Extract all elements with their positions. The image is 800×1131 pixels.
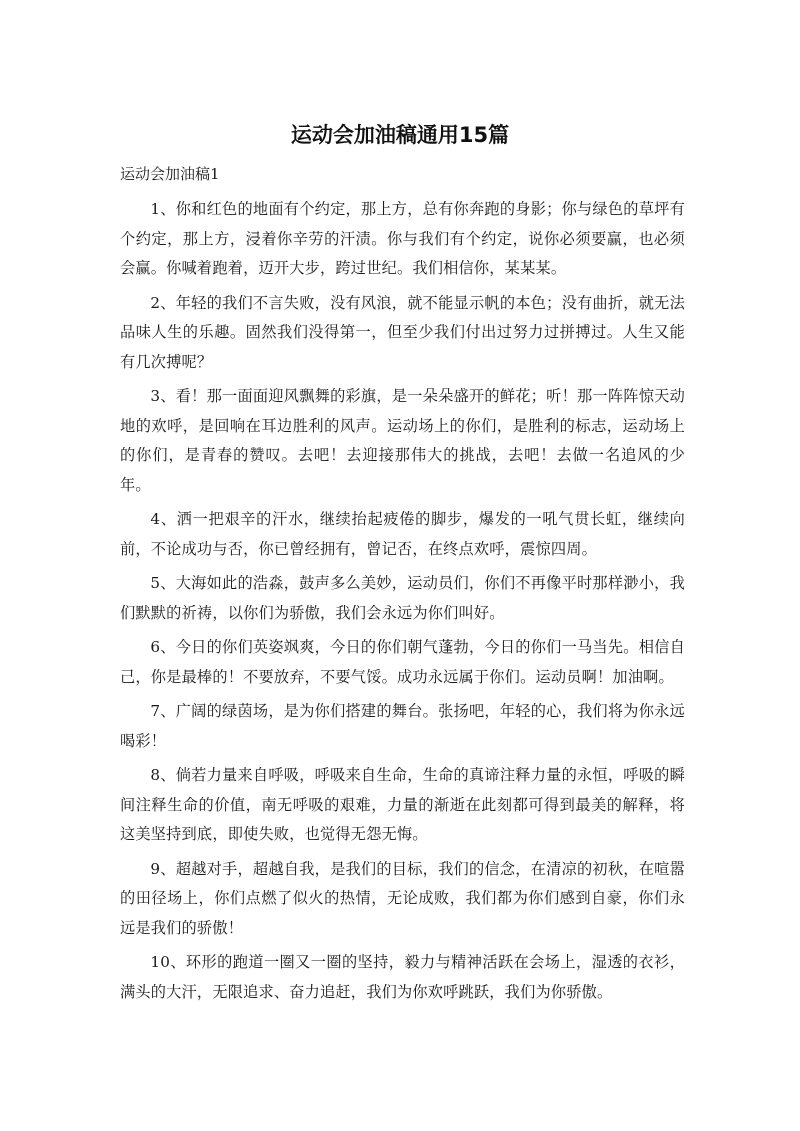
paragraph: 9、超越对手，超越自我，是我们的目标，我们的信念，在清凉的初秋，在喧嚣的田径场上，你们点燃了似火的热情，无论成败，我们都为你们感到自豪，你们永远是我们的骄傲！: [120, 859, 685, 937]
paragraph: 1、你和红色的地面有个约定，那上方，总有你奔跑的身影；你与绿色的草坪有个约定，那上方，浸着你辛劳的汗渍。你与我们有个约定，说你必须要赢，也必须会赢。你喊着跑着，迈开大步，跨过世纪。我们相信你，某某某。: [120, 200, 685, 277]
paragraph: 4、洒一把艰辛的汗水，继续抬起疲倦的脚步，爆发的一吼气贯长虹，继续向前，不论成功与否，你已曾经拥有，曾记否，在终点欢呼，震惊四周。: [120, 510, 685, 558]
paragraph: 5、大海如此的浩淼，鼓声多么美妙，运动员们，你们不再像平时那样渺小，我们默默的祈祷，以你们为骄傲，我们会永远为你们叫好。: [120, 574, 685, 622]
paragraph: 8、倘若力量来自呼吸，呼吸来自生命，生命的真谛注释力量的永恒，呼吸的瞬间注释生命的价值，南无呼吸的艰难，力量的渐逝在此刻都可得到最美的解释，将这美坚持到底，即使失败，也觉得无怨无悔。: [120, 766, 685, 843]
section-heading: 运动会加油稿1: [120, 165, 220, 183]
paragraph: 2、年轻的我们不言失败，没有风浪，就不能显示帆的本色；没有曲折，就无法品味人生的乐趣。固然我们没得第一，但至少我们付出过努力过拼搏过。人生又能有几次搏呢？: [120, 293, 685, 371]
document-body: [120, 195, 685, 1012]
paragraph: 3、看！那一面面迎风飘舞的彩旗，是一朵朵盛开的鲜花；听！那一阵阵惊天动地的欢呼，是回响在耳边胜利的风声。运动场上的你们，是胜利的标志，运动场上的你们，是青春的赞叹。去吧！去迎接那伟大的挑战，去吧！去做一名追风的少年。: [120, 387, 685, 494]
paragraph: 10、环形的跑道一圈又一圈的坚持，毅力与精神活跃在会场上，湿透的衣衫，满头的大汗，无限追求、奋力追赶，我们为你欢呼跳跃，我们为你骄傲。: [120, 953, 685, 1001]
paragraph: 7、广阔的绿茵场，是为你们搭建的舞台。张扬吧，年轻的心，我们将为你永远喝彩！: [120, 702, 685, 750]
document-title: 运动会加油稿通用15篇: [290, 123, 510, 147]
paragraph: 6、今日的你们英姿飒爽，今日的你们朝气蓬勃，今日的你们一马当先。相信自己，你是最棒的！不要放弃，不要气馁。成功永远属于你们。运动员啊！加油啊。: [120, 638, 685, 686]
